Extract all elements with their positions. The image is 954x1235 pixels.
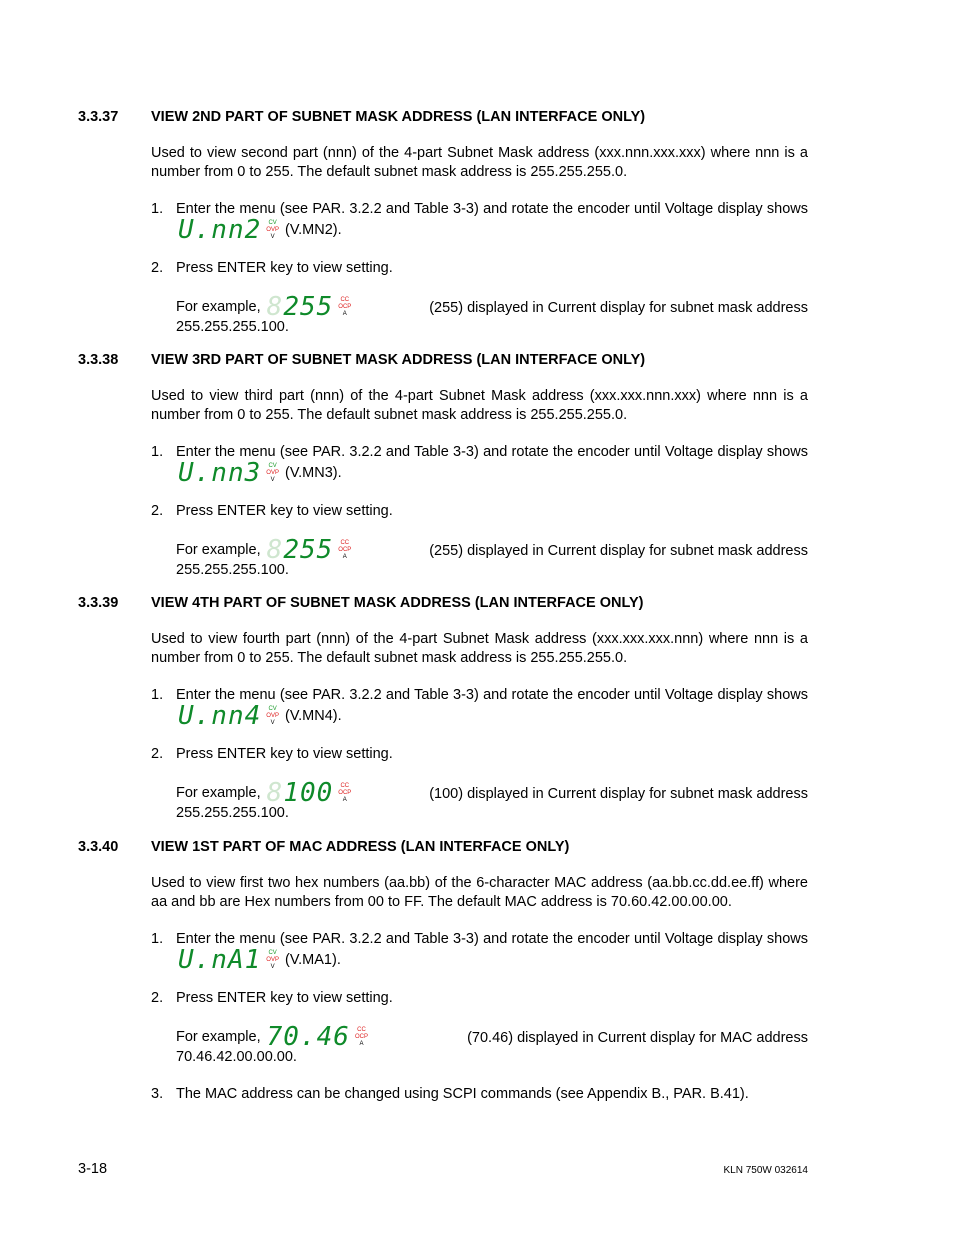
step-number: 1. [151, 931, 164, 947]
display-value: 255 [283, 292, 334, 322]
display-indicators [338, 297, 351, 318]
ovp-indicator: OVP [266, 227, 279, 233]
display-indicators [266, 220, 279, 241]
step-instruction: Enter the menu (see PAR. 3.2.2 and Table 3-3) and rotate the encoder until Voltage display shows [176, 201, 808, 217]
section-heading [78, 351, 818, 369]
example-lead: For example, [176, 542, 261, 558]
example [176, 1022, 808, 1067]
section-3-3-39 [78, 594, 818, 841]
step-1 [151, 686, 808, 731]
step-text [176, 200, 808, 245]
ocp-indicator: OCP [338, 547, 352, 553]
display-value: 70.46 [266, 1022, 350, 1052]
step-text: Press ENTER key to view setting. [176, 503, 393, 519]
example [176, 778, 808, 823]
cc-indicator: CC [357, 1027, 366, 1033]
section-heading [78, 838, 818, 856]
step-text [176, 443, 808, 488]
example-address: 70.46.42.00.00.00. [176, 1049, 297, 1065]
cv-indicator: CV [268, 950, 277, 956]
section-intro: Used to view third part (nnn) of the 4-part Subnet Mask address (xxx.xxx.nnn.xxx) where nnn is a number from 0 to 255. The default subnet mask address is 255.255.255.0. [151, 388, 808, 423]
example-lead: For example, [176, 1029, 261, 1045]
blank-digit: 8 [266, 535, 284, 565]
section-number: 3.3.40 [78, 839, 119, 855]
section-3-3-40 [78, 838, 818, 1122]
ovp-indicator: OVP [266, 470, 279, 476]
display-indicators [338, 783, 351, 804]
step-instruction: Enter the menu (see PAR. 3.2.2 and Table 3-3) and rotate the encoder until Voltage display shows [176, 931, 808, 947]
ovp-indicator: OVP [266, 957, 279, 963]
cv-indicator: CV [268, 706, 277, 712]
voltage-display [178, 215, 279, 245]
voltage-display [178, 701, 279, 731]
ocp-indicator: OCP [354, 1034, 368, 1040]
step-number: 3. [151, 1086, 164, 1102]
display-code: (V.MN4). [284, 708, 342, 724]
section-number: 3.3.39 [78, 595, 119, 611]
step-number: 2. [151, 503, 164, 519]
example-text: (255) displayed in Current display for subnet mask address [429, 300, 808, 316]
display-value: 100 [283, 778, 334, 808]
step-1 [151, 200, 808, 245]
current-display [266, 292, 352, 322]
amp-unit: A [342, 797, 347, 803]
cv-indicator: CV [268, 220, 277, 226]
step-number: 2. [151, 746, 164, 762]
amp-unit: A [359, 1041, 364, 1047]
display-indicators [266, 706, 279, 727]
volt-unit: V [270, 964, 275, 970]
display-digits [266, 535, 334, 565]
step-text: Press ENTER key to view setting. [176, 746, 393, 762]
step-2 [151, 989, 808, 1008]
cv-indicator: CV [268, 463, 277, 469]
step-3 [151, 1085, 808, 1104]
voltage-display [178, 945, 279, 975]
volt-unit: V [270, 720, 275, 726]
example [176, 292, 808, 337]
display-indicators [338, 540, 351, 561]
voltage-display [178, 458, 279, 488]
display-indicators [266, 950, 279, 971]
display-code: (V.MA1). [284, 952, 341, 968]
example [176, 535, 808, 580]
current-display [266, 778, 352, 808]
ocp-indicator: OCP [338, 790, 352, 796]
display-digits [266, 1022, 350, 1052]
section-3-3-38 [78, 351, 818, 598]
step-text: Press ENTER key to view setting. [176, 990, 393, 1006]
blank-digit: 8 [266, 292, 284, 322]
display-digits [266, 778, 334, 808]
section-heading [78, 594, 818, 612]
step-1 [151, 443, 808, 488]
example-text: (100) displayed in Current display for subnet mask address [429, 786, 808, 802]
section-number: 3.3.37 [78, 109, 119, 125]
step-text [176, 686, 808, 731]
display-value: 255 [283, 535, 334, 565]
volt-unit: V [270, 234, 275, 240]
display-indicators [266, 463, 279, 484]
display-digits: U.nA1 [178, 945, 262, 975]
step-number: 1. [151, 444, 164, 460]
step-text: Press ENTER key to view setting. [176, 260, 393, 276]
display-digits [266, 292, 334, 322]
example-text: (255) displayed in Current display for subnet mask address [429, 543, 808, 559]
document-id: KLN 750W 032614 [723, 1165, 808, 1176]
display-indicators [355, 1027, 368, 1048]
display-digits: U.nn2 [178, 215, 262, 245]
example-address: 255.255.255.100. [176, 562, 289, 578]
section-title: VIEW 3RD PART OF SUBNET MASK ADDRESS (LAN INTERFACE ONLY) [151, 352, 646, 368]
section-title: VIEW 2ND PART OF SUBNET MASK ADDRESS (LAN INTERFACE ONLY) [151, 109, 646, 125]
example-text: (70.46) displayed in Current display for MAC address [467, 1030, 808, 1046]
section-number: 3.3.38 [78, 352, 119, 368]
display-digits: U.nn4 [178, 701, 262, 731]
cc-indicator: CC [340, 297, 350, 303]
step-1 [151, 930, 808, 975]
section-intro: Used to view fourth part (nnn) of the 4-part Subnet Mask address (xxx.xxx.xxx.nnn) where nnn is a number from 0 to 255. The default subnet mask address is 255.255.255.0. [151, 631, 808, 666]
step-text [176, 930, 808, 975]
section-intro: Used to view second part (nnn) of the 4-part Subnet Mask address (xxx.nnn.xxx.xxx) where nnn is a number from 0 to 255. The default subnet mask address is 255.255.255.0. [151, 145, 808, 180]
ocp-indicator: OCP [338, 304, 352, 310]
cc-indicator: CC [340, 540, 350, 546]
step-instruction: Enter the menu (see PAR. 3.2.2 and Table 3-3) and rotate the encoder until Voltage display shows [176, 444, 808, 460]
current-display [266, 1022, 368, 1052]
step-text: The MAC address can be changed using SCPI commands (see Appendix B., PAR. B.41). [176, 1086, 749, 1102]
ovp-indicator: OVP [266, 713, 279, 719]
page-number: 3-18 [78, 1161, 108, 1177]
example-lead: For example, [176, 299, 261, 315]
section-title: VIEW 1ST PART OF MAC ADDRESS (LAN INTERFACE ONLY) [151, 839, 570, 855]
blank-digit: 8 [266, 778, 284, 808]
step-number: 2. [151, 260, 164, 276]
section-3-3-37 [78, 108, 818, 355]
cc-indicator: CC [340, 783, 350, 789]
display-code: (V.MN3). [284, 465, 342, 481]
step-instruction: Enter the menu (see PAR. 3.2.2 and Table 3-3) and rotate the encoder until Voltage display shows [176, 687, 808, 703]
step-number: 1. [151, 201, 164, 217]
amp-unit: A [342, 554, 347, 560]
section-title: VIEW 4TH PART OF SUBNET MASK ADDRESS (LAN INTERFACE ONLY) [151, 595, 644, 611]
section-intro: Used to view first two hex numbers (aa.bb) of the 6-character MAC address (aa.bb.cc.dd.ee.ff) where aa and bb are Hex numbers from 00 to FF. The default MAC address is 70.60.42.00.00.00. [151, 875, 808, 910]
step-number: 1. [151, 687, 164, 703]
example-address: 255.255.255.100. [176, 319, 289, 335]
example-address: 255.255.255.100. [176, 805, 289, 821]
volt-unit: V [270, 477, 275, 483]
display-digits: U.nn3 [178, 458, 262, 488]
display-code: (V.MN2). [284, 222, 342, 238]
step-2 [151, 502, 808, 521]
step-2 [151, 259, 808, 278]
section-heading [78, 108, 818, 126]
step-2 [151, 745, 808, 764]
step-number: 2. [151, 990, 164, 1006]
example-lead: For example, [176, 785, 261, 801]
current-display [266, 535, 352, 565]
amp-unit: A [342, 311, 347, 317]
